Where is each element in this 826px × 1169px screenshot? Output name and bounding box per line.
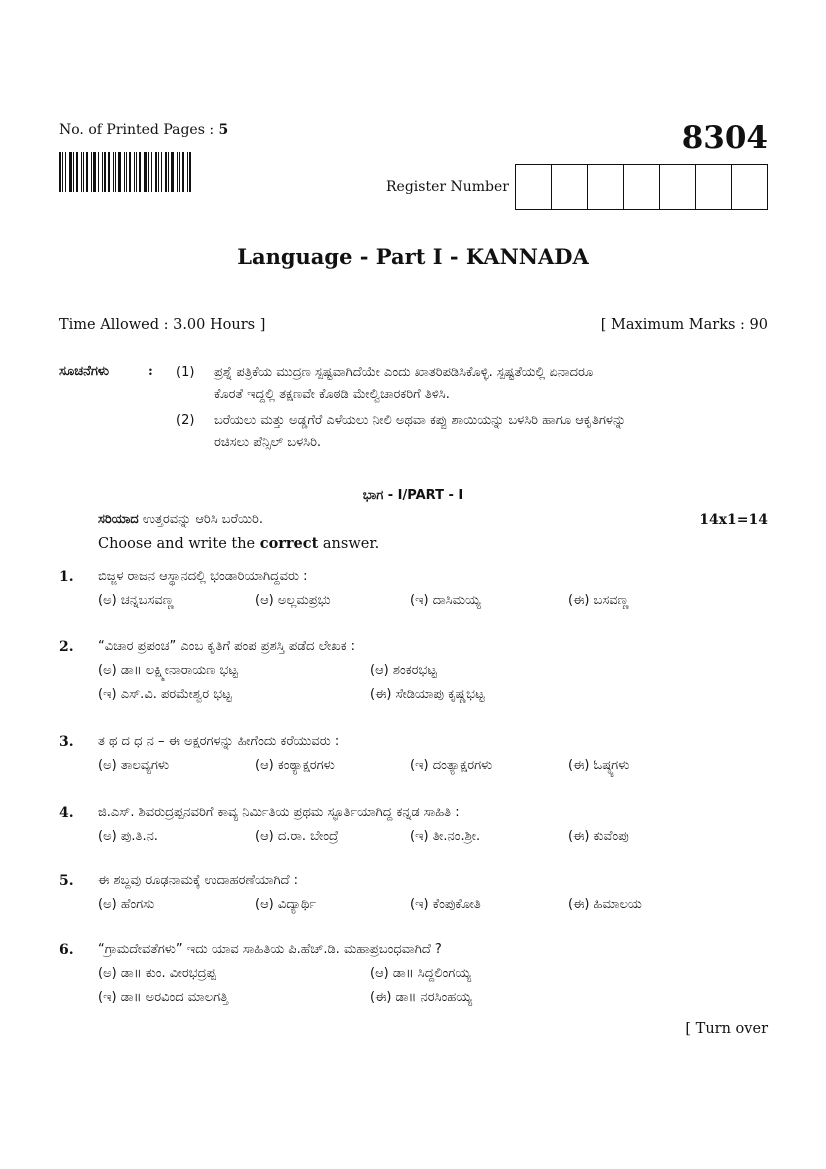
barcode-stripe [104, 152, 106, 192]
barcode-stripe [102, 152, 103, 192]
barcode-stripe [62, 152, 63, 192]
option-d: (ಈ) ಕುವೆಂಪು [568, 829, 629, 844]
barcode-stripe [148, 152, 149, 192]
barcode-stripe [108, 152, 110, 192]
instruction-line: ಬರೆಯಲು ಮತ್ತು ಅಡ್ಡಗೆರೆ ಎಳೆಯಲು ನೀಲಿ ಅಥವಾ ಕಪ್ಪು ಶಾಯಿಯನ್ನು ಬಳಸಿರಿ ಹಾಗೂ ಆಕೃತಿಗಳನ್ನು [214, 413, 627, 428]
barcode-stripe [124, 152, 125, 192]
register-box[interactable] [659, 165, 695, 209]
option-b: (ಆ) ವಿದ್ಯಾರ್ಥಿ [255, 897, 317, 912]
barcode-stripe [126, 152, 127, 192]
part-heading: ಭಾಗ - I/PART - I [362, 488, 464, 503]
option-b: (ಆ) ಶಂಕರಭಟ್ಟ [370, 663, 437, 678]
option-a: (ಅ) ಡಾ॥ ಲಕ್ಷ್ಮೀನಾರಾಯಣ ಭಟ್ಟ [98, 663, 238, 678]
barcode-stripe [151, 152, 152, 192]
instructions-label: ಸೂಚನೆಗಳು [59, 364, 110, 379]
barcode-stripe [65, 152, 66, 192]
instruction-text [214, 362, 770, 406]
paper-code: 8304 [681, 120, 768, 156]
barcode [59, 152, 194, 192]
barcode-stripe [182, 152, 184, 192]
option-a: (ಅ) ಡಾ॥ ಕುಂ. ವೀರಭದ್ರಪ್ಪ [98, 966, 216, 981]
option-d: (ಈ) ಓಷ್ಠ್ಯಗಳು [568, 758, 630, 773]
instruction-text [214, 410, 770, 454]
barcode-stripe [129, 152, 131, 192]
barcode-stripe [177, 152, 178, 192]
barcode-stripe [155, 152, 157, 192]
question-number: 6. [59, 942, 74, 958]
register-box[interactable] [731, 165, 767, 209]
instruction-kannada-bold: ಸರಿಯಾದ [98, 512, 139, 527]
barcode-stripe [189, 152, 191, 192]
barcode-stripe [98, 152, 99, 192]
option-c: (ಇ) ಕೆಂಪುಕೋತಿ [410, 897, 481, 912]
barcode-stripe [59, 152, 61, 192]
barcode-stripe [69, 152, 72, 192]
option-b: (ಆ) ಕಂಠ್ಯಾಕ್ಷರಗಳು [255, 758, 335, 773]
turn-over-note: [ Turn over [685, 1021, 768, 1037]
register-box[interactable] [587, 165, 623, 209]
instruction-line: ಪ್ರಶ್ನೆ ಪತ್ರಿಕೆಯ ಮುದ್ರಣ ಸ್ಪಷ್ಟವಾಗಿದೆಯೇ ಎಂದು ಖಾತರಿಪಡಿಸಿಕೊಳ್ಳಿ. ಸ್ಪಷ್ಟತೆಯಲ್ಲಿ ಏನಾದರೂ [214, 365, 594, 380]
instruction-line: ಕೊರತೆ ಇದ್ದಲ್ಲಿ ತಕ್ಷಣವೇ ಕೊಠಡಿ ಮೇಲ್ವಿಚಾರಕರಿಗೆ ತಿಳಿಸಿ. [214, 387, 450, 402]
instruction-number: (2) [176, 413, 195, 428]
barcode-stripe [113, 152, 114, 192]
instruction-kannada [98, 512, 263, 527]
instruction-english [98, 535, 379, 552]
question-number: 1. [59, 569, 74, 585]
barcode-stripe [165, 152, 167, 192]
barcode-stripe [91, 152, 92, 192]
instruction-english-post: answer. [318, 536, 380, 552]
maximum-marks: [ Maximum Marks : 90 [600, 317, 768, 333]
option-d: (ಈ) ಡಾ॥ ನರಸಿಂಹಯ್ಯ [370, 990, 472, 1005]
option-d: (ಈ) ಬಸವಣ್ಣ [568, 593, 629, 608]
instruction-item [176, 362, 770, 406]
option-d: (ಈ) ಹಿಮಾಲಯ [568, 897, 642, 912]
marks-scheme: 14x1=14 [699, 512, 768, 528]
question-number: 2. [59, 639, 74, 655]
barcode-stripe [83, 152, 84, 192]
register-number-label: Register Number [386, 179, 509, 195]
option-b: (ಆ) ದ.ರಾ. ಬೇಂದ್ರೆ [255, 829, 339, 844]
instruction-item [176, 410, 770, 454]
question-number: 5. [59, 873, 74, 889]
barcode-stripe [115, 152, 116, 192]
instruction-english-pre: Choose and write the [98, 536, 260, 552]
option-c: (ಇ) ಡಾ॥ ಅರವಿಂದ ಮಾಲಗತ್ತಿ [98, 990, 229, 1005]
option-d: (ಈ) ಸೇಡಿಯಾಪು ಕೃಷ್ಣಭಟ್ಟ [370, 687, 485, 702]
instruction-kannada-rest: ಉತ್ತರವನ್ನು ಆರಿಸಿ ಬರೆಯಿರಿ. [138, 512, 263, 527]
barcode-stripe [136, 152, 137, 192]
printed-pages [59, 122, 228, 138]
barcode-stripe [81, 152, 82, 192]
option-b: (ಆ) ಡಾ॥ ಸಿದ್ದಲಿಂಗಯ್ಯ [370, 966, 472, 981]
option-c: (ಇ) ಎಸ್.ವಿ. ಪರಮೇಶ್ವರ ಭಟ್ಟ [98, 687, 232, 702]
printed-pages-value: 5 [218, 122, 229, 138]
barcode-stripe [161, 152, 162, 192]
barcode-stripe [93, 152, 96, 192]
question-text: ತ ಥ ದ ಧ ನ – ಈ ಅಕ್ಷರಗಳನ್ನು ಹೀಗೆಂದು ಕರೆಯುವರು : [98, 734, 340, 749]
barcode-stripe [171, 152, 174, 192]
barcode-stripe [73, 152, 74, 192]
option-a: (ಅ) ಚನ್ನಬಸವಣ್ಣ [98, 593, 174, 608]
register-box[interactable] [516, 165, 551, 209]
barcode-stripe [144, 152, 147, 192]
printed-pages-label: No. of Printed Pages : [59, 122, 219, 138]
barcode-stripe [86, 152, 88, 192]
question-text: “ವಿಚಾರ ಪ್ರಪಂಚ” ಎಂಬ ಕೃತಿಗೆ ಪಂಪ ಪ್ರಶಸ್ತಿ ಪಡೆದ ಲೇಖಕ : [98, 639, 356, 654]
register-box[interactable] [551, 165, 587, 209]
question-text: ಈ ಶಬ್ದವು ರೂಢನಾಮಕ್ಕೆ ಉದಾಹರಣೆಯಾಗಿದೆ : [98, 873, 299, 888]
option-c: (ಇ) ತೀ.ನಂ.ಶ್ರೀ. [410, 829, 481, 844]
barcode-stripe [179, 152, 180, 192]
instruction-number: (1) [176, 365, 195, 380]
question-text: “ಗ್ರಾಮದೇವತೆಗಳು” ಇದು ಯಾವ ಸಾಹಿತಿಯ ಪಿ.ಹೆಚ್.ಡಿ. ಮಹಾಪ್ರಬಂಧವಾಗಿದೆ ? [98, 942, 442, 957]
register-box[interactable] [695, 165, 731, 209]
barcode-stripe [118, 152, 121, 192]
barcode-stripe [158, 152, 159, 192]
option-c: (ಇ) ದಂತ್ಯಾಕ್ಷರಗಳು [410, 758, 493, 773]
option-c: (ಇ) ದಾಸಿಮಯ್ಯ [410, 593, 481, 608]
option-a: (ಅ) ಹೆಂಗಸು [98, 897, 155, 912]
barcode-stripe [134, 152, 135, 192]
question-text: ಜಿ.ಎಸ್. ಶಿವರುದ್ರಪ್ಪನವರಿಗೆ ಕಾವ್ಯ ನಿರ್ಮಿತಿಯ ಪ್ರಥಮ ಸ್ಫೂರ್ತಿಯಾಗಿದ್ದ ಕನ್ನಡ ಸಾಹಿತಿ : [98, 805, 460, 820]
question-number: 4. [59, 805, 74, 821]
time-allowed: Time Allowed : 3.00 Hours ] [59, 317, 266, 333]
option-b: (ಆ) ಅಲ್ಲಮಪ್ರಭು [255, 593, 331, 608]
option-a: (ಅ) ಪು.ತಿ.ನ. [98, 829, 158, 844]
barcode-stripe [139, 152, 141, 192]
option-a: (ಅ) ತಾಲವ್ಯಗಳು [98, 758, 170, 773]
barcode-stripe [187, 152, 188, 192]
question-text: ಬಿಜ್ಜಳ ರಾಜನ ಆಸ್ಥಾನದಲ್ಲಿ ಭಂಡಾರಿಯಾಗಿದ್ದವರು : [98, 569, 308, 584]
instruction-english-bold: correct [259, 535, 319, 552]
register-number-field [386, 164, 768, 210]
register-box[interactable] [623, 165, 659, 209]
question-number: 3. [59, 734, 74, 750]
instructions-colon: : [148, 364, 153, 379]
register-number-boxes[interactable] [515, 164, 768, 210]
instruction-line: ರಚಿಸಲು ಪೆನ್ಸಿಲ್ ಬಳಸಿರಿ. [214, 435, 322, 450]
barcode-stripe [168, 152, 169, 192]
barcode-stripe [76, 152, 78, 192]
page-title: Language - Part I - KANNADA [237, 244, 589, 269]
